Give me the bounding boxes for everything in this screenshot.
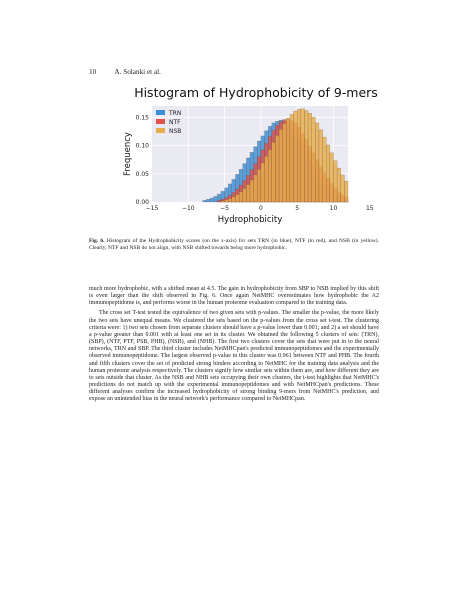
- nsb-bar: [243, 188, 247, 202]
- running-head: [89, 68, 161, 76]
- x-tick-label: 10: [329, 205, 338, 212]
- nsb-bar: [286, 118, 290, 202]
- nsb-bar: [257, 169, 261, 202]
- nsb-bar: [239, 192, 243, 202]
- nsb-bar: [308, 113, 312, 202]
- trn-bar: [214, 196, 218, 202]
- paragraph-2: The cross set T-test tested the equivalence of two given sets with p-values. The smaller the p-value, the more likely the two sets have unequal means. We clustered the sets based on the p-values from the cross set t-test. The clustering criteria were: 1) two sets chosen from separate clusters should have a p-value lower than 0.001; and 2) a set should have a p-value greater than 0.001 with at least one set in its cluster. We obtained the following 5 clusters of sets: (TRN), (SBP), (NTF, PTF, PSB, PHB), (NSB), and (NHB). The first two clusters cover the sets that were put in to the neural networks, TRN and SBP. The third cluster includes NetMHCpan's predicted immunopeptidomes and the experimentally observed immunopeptidome. The largest observed p-value in this cluster was 0.961 between NTF and PHB. The fourth and fifth clusters cover the set of predicted strong binders according to NetMHC for the training data analysis and the human proteome analysis respectively. The clusters signify how similar sets within them are, and how different they are to sets outside that cluster. As the NSB and NHB sets occupying their own clusters, the t-test highlights that NetMHC's predictions do not match up with the experimental immunopeptidomes and with NetMHCpan's predictions. These different analyses confirm the increased hydrophobicity of strong binding 9-mers from NetMHC's prediction, and expose an unintended bias in the neural network's performance compared to NetMHCpan.: [89, 310, 379, 403]
- trn-bar: [210, 198, 214, 202]
- paragraph-1: much more hydrophobic, with a shifted mean at 4.5. The gain in hydrophobicity from SBP to NSB implied by this shift is even larger than the shift observed in Fig. 6. Once again NetMHC overestimates how hydrophobic the A2 immunopeptidome is, and performs worse in the human proteome evaluation compared to the training data.: [89, 286, 379, 307]
- legend-swatch-trn: [156, 110, 165, 115]
- histogram-figure: [112, 80, 378, 228]
- ntf-bar: [217, 200, 221, 202]
- nsb-bar: [297, 109, 301, 202]
- nsb-bar: [301, 109, 305, 202]
- y-tick-label: 0.00: [135, 199, 149, 206]
- nsb-bar: [265, 156, 269, 202]
- legend-swatch-ntf: [156, 119, 165, 124]
- y-tick-label: 0.05: [135, 170, 149, 178]
- nsb-bar: [228, 199, 232, 202]
- nsb-bar: [333, 161, 337, 202]
- legend-label-ntf: NTF: [169, 119, 181, 126]
- x-tick-label: 0: [258, 205, 263, 212]
- nsb-bar: [221, 201, 225, 202]
- nsb-bar: [261, 163, 265, 202]
- trn-bar: [206, 199, 210, 202]
- y-tick-label: 0.10: [135, 142, 149, 150]
- y-tick-label: 0.15: [135, 114, 149, 122]
- nsb-bar: [250, 180, 254, 202]
- nsb-bar: [235, 195, 239, 202]
- nsb-bar: [337, 168, 341, 202]
- chart-title: Histogram of Hydrophobicity of 9-mers: [134, 85, 378, 100]
- nsb-bar: [323, 137, 327, 202]
- nsb-bar: [225, 200, 229, 202]
- y-axis-label: Frequency: [123, 132, 133, 176]
- trn-bar: [203, 200, 207, 202]
- nsb-bar: [341, 175, 345, 202]
- x-axis-label: Hydrophobicity: [217, 215, 283, 225]
- nsb-bar: [312, 117, 316, 202]
- nsb-bar: [232, 197, 236, 202]
- x-tick-label: 15: [365, 205, 374, 212]
- nsb-bar: [254, 175, 258, 202]
- caption-text: Histogram of the Hydrophobicity scores (on the x-axis) for sets TRN (in blue), NTF (in red), and NSB (in yellow). Clearly, NTF and NSB do not align, with NSB shifted towards being more hydrophobic.: [89, 238, 380, 252]
- nsb-bar: [304, 111, 308, 202]
- nsb-bar: [330, 153, 334, 202]
- nsb-bar: [290, 114, 294, 202]
- body-text: [89, 286, 379, 404]
- legend-label-trn: TRN: [169, 110, 182, 117]
- x-tick-label: 5: [295, 205, 300, 212]
- nsb-bar: [315, 123, 319, 202]
- page-number: 10: [89, 68, 97, 76]
- figure-caption: [89, 238, 379, 252]
- x-tick-label: −5: [220, 205, 230, 212]
- running-head-authors: A. Solanki et al.: [114, 68, 161, 76]
- x-tick-label: −15: [145, 205, 159, 212]
- nsb-bar: [344, 181, 348, 202]
- nsb-bar: [246, 184, 250, 202]
- nsb-bar: [275, 135, 279, 202]
- nsb-bar: [279, 129, 283, 202]
- caption-label: Fig. 6.: [89, 238, 105, 244]
- legend-swatch-nsb: [156, 128, 165, 133]
- nsb-bar: [294, 111, 298, 202]
- nsb-bar: [326, 145, 330, 202]
- nsb-bar: [272, 142, 276, 202]
- x-tick-label: −10: [181, 205, 195, 212]
- histogram-chart: [112, 80, 378, 228]
- nsb-bar: [283, 124, 287, 202]
- nsb-bar: [319, 130, 323, 202]
- legend-label-nsb: NSB: [169, 128, 182, 135]
- nsb-bar: [268, 149, 272, 202]
